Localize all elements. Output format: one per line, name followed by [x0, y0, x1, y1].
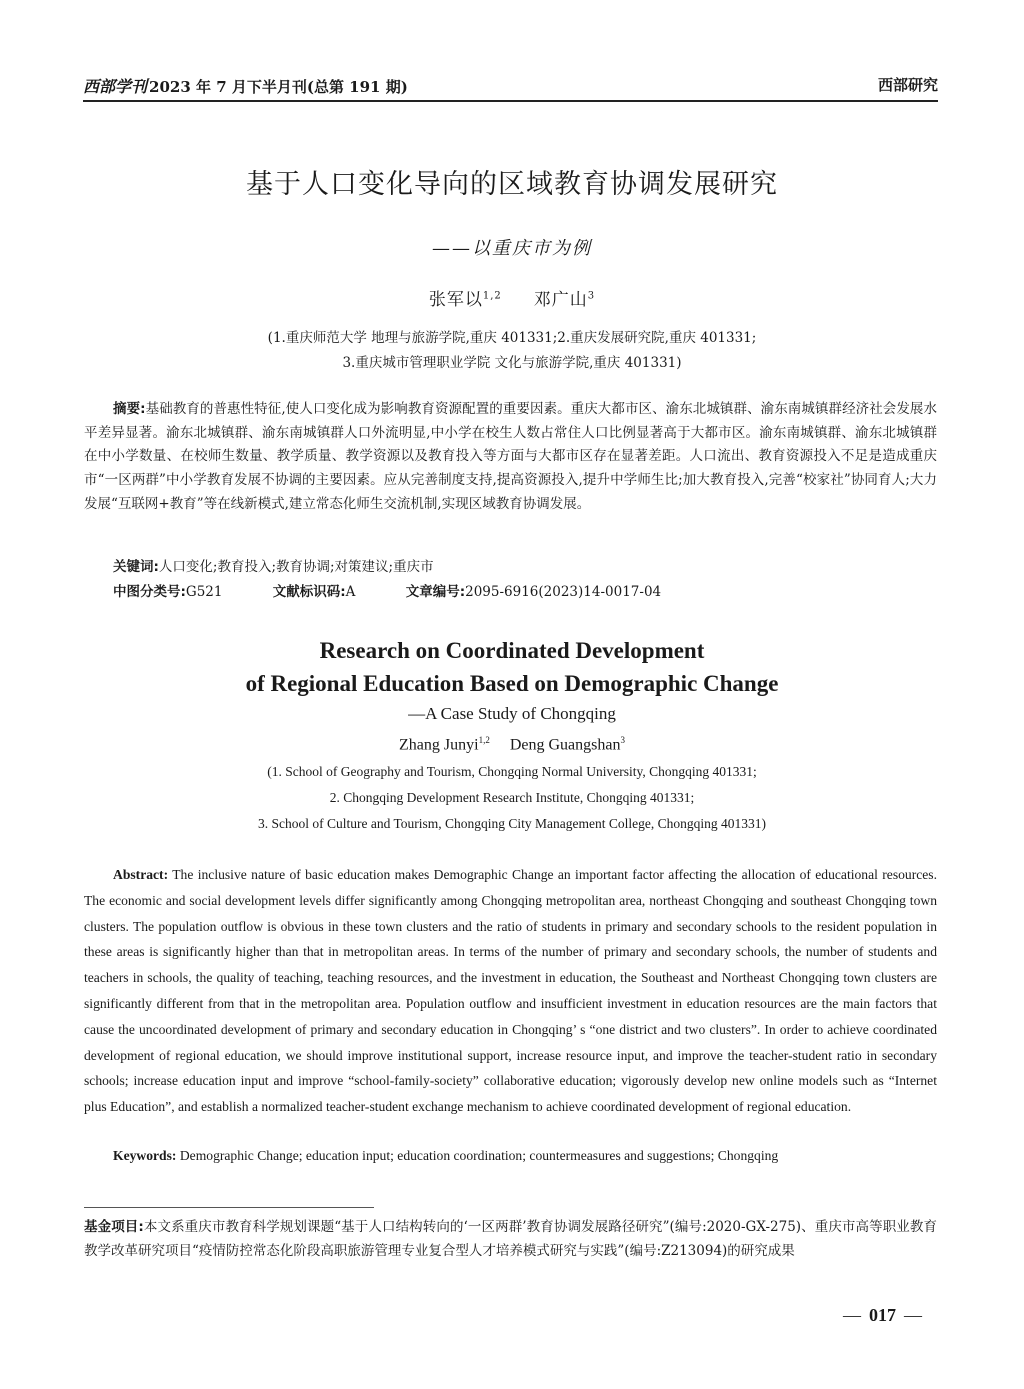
- cn-author-1: 张军以: [428, 290, 483, 310]
- en-keywords: [113, 1148, 778, 1164]
- en-abstract: [84, 862, 937, 1120]
- footnote-rule: [84, 1207, 374, 1208]
- en-title-line-2: of Regional Education Based on Demographic Change: [245, 671, 779, 696]
- cn-author-2: 邓广山: [533, 290, 588, 310]
- cn-abstract-text: 基础教育的普惠性特征,使人口变化成为影响教育资源配置的重要因素。重庆大都市区、渝东北城镇群、渝东南城镇群经济社会发展水平差异显著。渝东北城镇群、渝东南城镇群人口外流明显,中小学在校生人数占常住人口比例显著高于大都市区。渝东南城镇群、渝东北城镇群在中小学数量、在校师生数量、教学质量、教学资源以及教育投入等方面与大都市区存在显著差距。人口流出、教育资源投入不足是造成重庆市“一区两群”中小学教育发展不协调的主要因素。应从完善制度支持,提高资源投入,提升中学师生比;加大教育投入,完善“校家社”协同育人;大力发展“互联网+教育”等在线新模式,建立常态化师生交流机制,实现区域教育协调发展。: [84, 401, 937, 512]
- cn-subtitle: ——以重庆市为例: [432, 238, 592, 259]
- page-number: [835, 1305, 930, 1326]
- en-keywords-label: Keywords:: [113, 1148, 177, 1163]
- clc-label: 中图分类号:: [113, 584, 186, 600]
- page-number-value: 017: [869, 1305, 896, 1325]
- en-affiliation-line-3: 3. School of Culture and Tourism, Chongqing City Management College, Chongqing 401331): [257, 816, 767, 831]
- cn-keywords: [113, 555, 434, 575]
- doc-code-label: 文献标识码:: [272, 584, 346, 600]
- cn-keywords-text: 人口变化;教育投入;教育协调;对策建议;重庆市: [158, 559, 434, 575]
- funding-footnote: [84, 1215, 937, 1263]
- cn-keywords-label: 关键词:: [113, 559, 159, 575]
- en-affiliation-line-2: 2. Chongqing Development Research Institute, Chongqing 401331;: [329, 790, 695, 805]
- en-subtitle: —A Case Study of Chongqing: [408, 704, 616, 723]
- section-name: 西部研究: [877, 76, 938, 94]
- en-author-2-sup: 3: [620, 735, 625, 745]
- cn-classification: [113, 580, 707, 600]
- page-dash-right: —: [904, 1305, 922, 1325]
- journal-issue: [83, 74, 408, 97]
- en-author-2: Deng Guangshan: [509, 736, 621, 754]
- en-keywords-text: Demographic Change; education input; education coordination; countermeasures and suggestions; Chongqing: [179, 1148, 779, 1163]
- cn-author-1-sup: 1,2: [482, 290, 502, 302]
- cn-authors: [0, 285, 1024, 310]
- en-abstract-text: The inclusive nature of basic education makes Demographic Change an important factor affecting the allocation of educational resources. The economic and social development levels differ significantly among Chongqing metropolitan area, northeast Chongqing and southeast Chongqing town clusters. The population outflow is obvious in these town clusters and the ratio of students in primary and secondary schools to the resident population in these areas is significantly higher than that in metropolitan areas. In terms of the number of primary and secondary schools, the number of students and teachers in schools, the quality of teaching, teaching resources, and the investment in education, the Southeast and Northeast Chongqing town clusters are significantly different from that in the metropolitan area. Population outflow and insufficient investment in education resources are the main factors that cause the uncoordinated development of primary and secondary education in Chongqing’ s “one district and two clusters”. In order to achieve coordinated development of regional education, we should improve institutional support, increase resource input, and improve the teacher-student ratio in secondary schools; increase education input and improve “school-family-society” collaborative education; vigorously develop new online models such as “Internet plus Education”, and establish a normalized teacher-student exchange mechanism to achieve coordinated development of regional education.: [84, 867, 937, 1115]
- cn-author-2-sup: 3: [587, 290, 596, 302]
- en-author-1-sup: 1,2: [478, 735, 490, 745]
- journal-logo: 西部学刊: [83, 77, 148, 96]
- cn-affiliation-line-1: (1.重庆师范大学 地理与旅游学院,重庆 401331;2.重庆发展研究院,重庆 401331;: [267, 330, 757, 346]
- issue-text: 2023 年 7 月下半月刊(总第 191 期): [149, 78, 408, 96]
- en-authors: [0, 735, 1024, 754]
- article-no-value: 2095-6916(2023)14-0017-04: [465, 584, 662, 600]
- page-dash-left: —: [843, 1305, 861, 1325]
- running-header: [83, 72, 938, 98]
- en-abstract-label: Abstract:: [113, 867, 169, 882]
- header-rule: [83, 100, 938, 102]
- en-author-1: Zhang Junyi: [399, 736, 479, 754]
- funding-label: 基金项目:: [84, 1219, 144, 1235]
- cn-title: 基于人口变化导向的区域教育协调发展研究: [246, 169, 778, 200]
- en-affiliation-line-1: (1. School of Geography and Tourism, Chongqing Normal University, Chongqing 401331;: [267, 764, 757, 779]
- clc-value: G521: [185, 584, 223, 600]
- cn-affiliation-line-2: 3.重庆城市管理职业学院 文化与旅游学院,重庆 401331): [342, 355, 682, 371]
- en-title-line-1: Research on Coordinated Development: [319, 638, 705, 663]
- en-title: [0, 634, 1024, 700]
- cn-abstract: [84, 398, 937, 517]
- cn-abstract-label: 摘要:: [113, 401, 146, 417]
- funding-text: 本文系重庆市教育科学规划课题“基于人口结构转向的‘一区两群’教育协调发展路径研究”(编号:2020-GX-275)、重庆市高等职业教育教学改革研究项目“疫情防控常态化阶段高职旅游管理专业复合型人才培养模式研究与实践”(编号:Z213094)的研究成果: [84, 1219, 937, 1259]
- article-no-label: 文章编号:: [405, 584, 466, 600]
- doc-code-value: A: [345, 584, 356, 600]
